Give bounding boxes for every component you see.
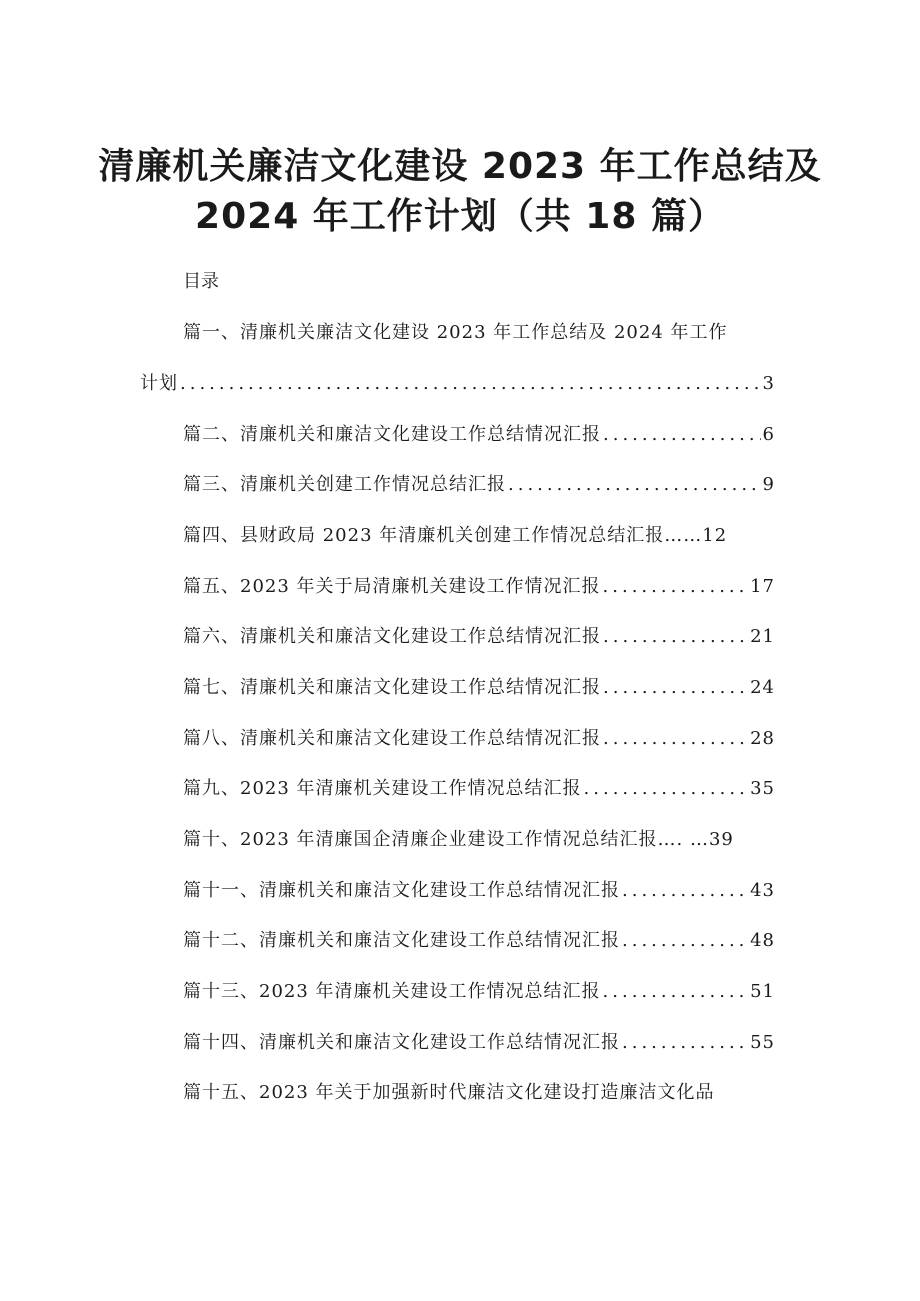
toc-leader-dots xyxy=(603,981,749,1002)
toc-entry-4[interactable] xyxy=(183,521,727,547)
toc-entry-label: 篇六、清廉机关和廉洁文化建设工作总结情况汇报 xyxy=(183,626,601,647)
toc-heading: 目录 xyxy=(183,271,219,292)
toc-entry-label: 篇十二、清廉机关和廉洁文化建设工作总结情况汇报 xyxy=(183,930,620,951)
toc-page-number: 21 xyxy=(750,626,775,647)
toc-leader-dots xyxy=(603,677,748,698)
toc-leader-dots xyxy=(603,576,749,597)
toc-entry-label: 篇十、2023 年清廉国企清廉企业建设工作情况总结汇报…. …39 xyxy=(183,829,734,850)
toc-page-number: 48 xyxy=(750,930,775,951)
toc-entry-label: 计划 xyxy=(140,373,178,394)
toc-entry-label: 篇十一、清廉机关和廉洁文化建设工作总结情况汇报 xyxy=(183,880,620,901)
toc-entry-15[interactable] xyxy=(183,1078,715,1104)
toc-leader-dots xyxy=(603,728,748,749)
toc-entry-3[interactable] xyxy=(183,470,775,496)
toc-entry-6[interactable] xyxy=(183,622,775,648)
toc-entry-label: 篇九、2023 年清廉机关建设工作情况总结汇报 xyxy=(183,778,582,799)
toc-page-number: 43 xyxy=(750,880,775,901)
toc-entry-1[interactable] xyxy=(183,318,728,344)
toc-page-number: 28 xyxy=(750,728,775,749)
toc-entry-label: 篇一、清廉机关廉洁文化建设 2023 年工作总结及 2024 年工作 xyxy=(183,322,728,343)
toc-page-number: 9 xyxy=(762,474,775,495)
toc-entry-2[interactable] xyxy=(183,420,775,446)
toc-leader-dots xyxy=(180,373,761,394)
toc-leader-dots xyxy=(584,778,749,799)
toc-entry-1-continuation[interactable] xyxy=(140,369,775,395)
toc-leader-dots xyxy=(508,474,761,495)
toc-leader-dots xyxy=(603,626,748,647)
toc-entry-11[interactable] xyxy=(183,876,775,902)
toc-page-number: 24 xyxy=(750,677,775,698)
toc-leader-dots xyxy=(622,1032,748,1053)
toc-entry-label: 篇三、清廉机关创建工作情况总结汇报 xyxy=(183,474,506,495)
toc-leader-dots xyxy=(603,424,761,445)
toc-page-number: 3 xyxy=(762,373,775,394)
toc-entry-label: 篇五、2023 年关于局清廉机关建设工作情况汇报 xyxy=(183,576,601,597)
toc-entry-label: 篇七、清廉机关和廉洁文化建设工作总结情况汇报 xyxy=(183,677,601,698)
toc-page-number: 55 xyxy=(750,1032,775,1053)
toc-entry-label: 篇二、清廉机关和廉洁文化建设工作总结情况汇报 xyxy=(183,424,601,445)
toc-entry-8[interactable] xyxy=(183,724,775,750)
document-title-line-2: 2024 年工作计划（共 18 篇） xyxy=(195,196,725,237)
toc-entry-label: 篇八、清廉机关和廉洁文化建设工作总结情况汇报 xyxy=(183,728,601,749)
toc-page-number: 6 xyxy=(762,424,775,445)
toc-entry-14[interactable] xyxy=(183,1028,775,1054)
document-title-line-1: 清廉机关廉洁文化建设 2023 年工作总结及 xyxy=(98,146,822,187)
toc-entry-label: 篇四、县财政局 2023 年清廉机关创建工作情况总结汇报……12 xyxy=(183,525,728,546)
toc-entry-12[interactable] xyxy=(183,926,775,952)
toc-page-number: 51 xyxy=(750,981,775,1002)
toc-entry-10[interactable] xyxy=(183,825,734,851)
toc-entry-label: 篇十三、2023 年清廉机关建设工作情况总结汇报 xyxy=(183,981,601,1002)
toc-page-number: 35 xyxy=(750,778,775,799)
toc-page-number: 17 xyxy=(750,576,775,597)
toc-entry-13[interactable] xyxy=(183,977,775,1003)
toc-entry-label: 篇十五、2023 年关于加强新时代廉洁文化建设打造廉洁文化品 xyxy=(183,1082,715,1103)
toc-leader-dots xyxy=(622,880,748,901)
toc-entry-9[interactable] xyxy=(183,774,775,800)
toc-entry-5[interactable] xyxy=(183,572,775,598)
toc-entry-label: 篇十四、清廉机关和廉洁文化建设工作总结情况汇报 xyxy=(183,1032,620,1053)
toc-entry-7[interactable] xyxy=(183,673,775,699)
toc-leader-dots xyxy=(622,930,748,951)
